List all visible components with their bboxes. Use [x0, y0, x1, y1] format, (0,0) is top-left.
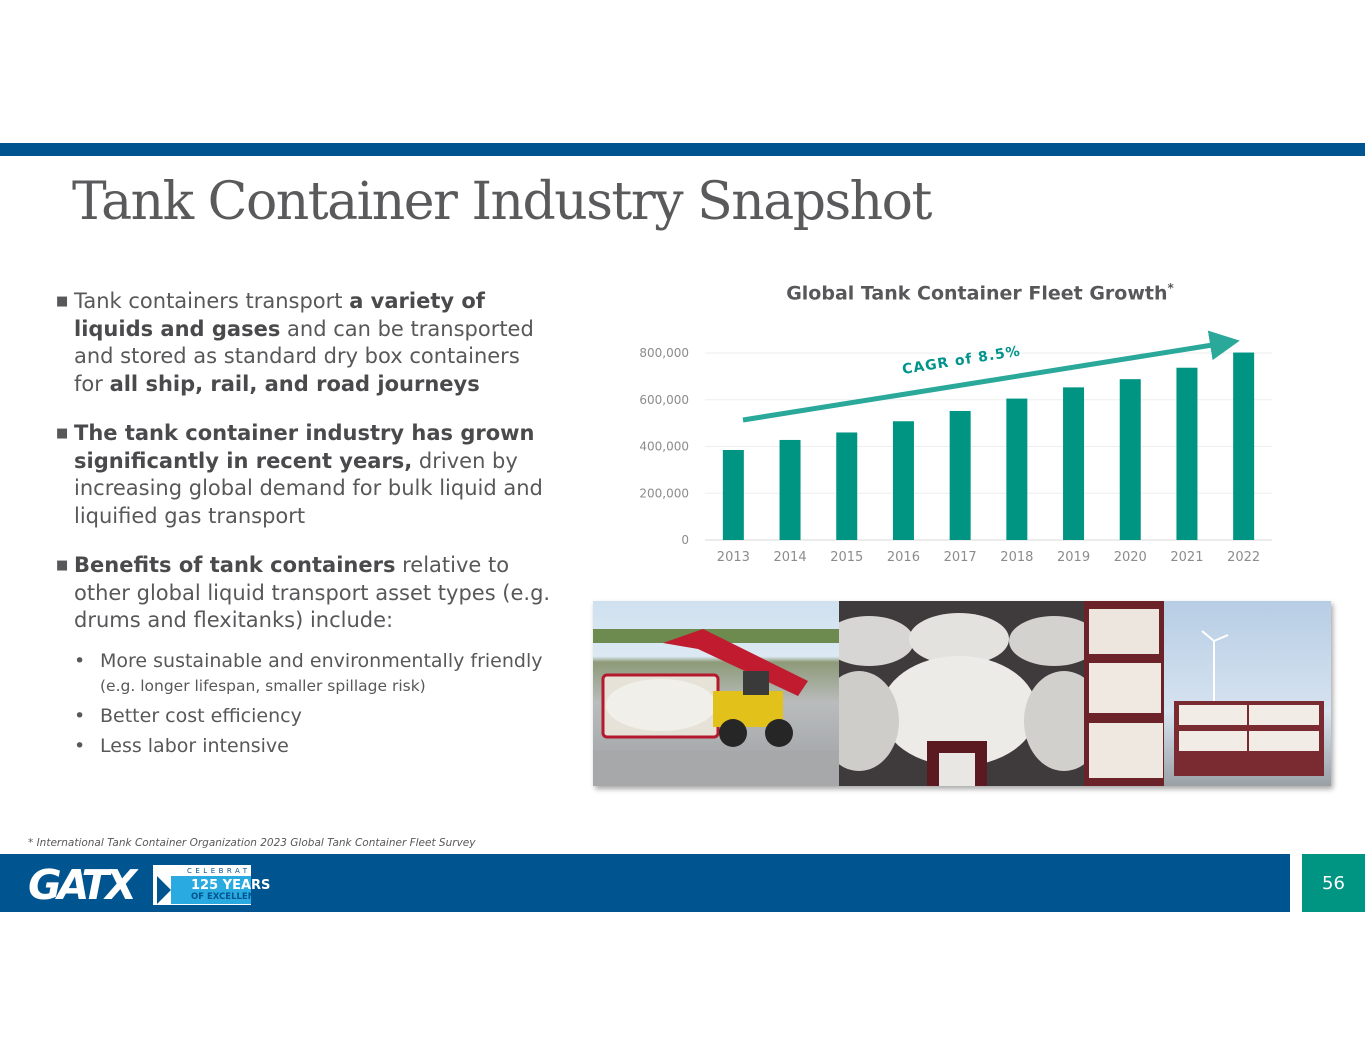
badge-years: 125 YEARS [191, 878, 271, 893]
y-tick-label: 200,000 [639, 486, 689, 501]
x-tick-label: 2017 [943, 550, 977, 565]
y-tick-label: 800,000 [639, 346, 689, 360]
bullet-text-2-b: driven by increasing global demand for bulk liquid and liquified gas transport [74, 448, 543, 528]
bullet-text-1-c: and can be transported and stored as standard dry box containers for [74, 316, 534, 396]
bullet-benefits [54, 552, 554, 635]
x-tick-label: 2022 [1227, 550, 1261, 565]
bar-2014 [780, 440, 801, 540]
sub-bullet-2-text: Better cost efficiency [100, 704, 302, 727]
bar-2015 [836, 432, 857, 540]
bar-2016 [893, 421, 914, 540]
y-tick-label: 0 [681, 533, 689, 547]
photo-tank-tops [839, 601, 1084, 786]
page-number: 56 [1302, 854, 1365, 912]
tank-tops-image-icon [839, 601, 1084, 786]
bullet-text-3-b: relative to other global liquid transport asset types (e.g. drums and flexitanks) include: [74, 553, 551, 632]
anniversary-badge [153, 865, 274, 905]
x-tick-label: 2021 [1170, 550, 1204, 565]
stacked-tanks-image-icon [1084, 601, 1331, 786]
round-bullet-icon: • [74, 649, 86, 672]
bar-2017 [950, 411, 971, 540]
bar-2022 [1233, 353, 1254, 540]
gatx-logo-text: GATX [28, 861, 134, 909]
x-tick-label: 2016 [886, 550, 920, 565]
cagr-trend-arrow [743, 343, 1225, 420]
square-bullet-icon: ■ [56, 558, 69, 573]
bar-2018 [1006, 399, 1027, 540]
x-tick-label: 2015 [830, 550, 864, 565]
photo-reach-stacker [593, 601, 839, 786]
chart-x-axis [717, 550, 1260, 565]
cagr-label: CAGR of 8.5% [901, 343, 1022, 378]
bullet-text-3-a: Benefits of tank containers [74, 553, 396, 577]
chart-title-marker: * [1167, 281, 1174, 295]
y-tick-label: 400,000 [639, 439, 689, 454]
bullet-variety [54, 288, 554, 398]
bar-2020 [1120, 379, 1141, 540]
badge-celebrating: CELEBRATING [187, 867, 274, 875]
y-tick-label: 600,000 [639, 392, 689, 407]
sub-bullet-1-text: More sustainable and environmentally friendly [100, 649, 543, 672]
bar-2021 [1176, 368, 1197, 540]
square-bullet-icon: ■ [56, 294, 69, 309]
bullet-text-1-d: all ship, rail, and road journeys [109, 371, 480, 396]
bullet-growth [54, 420, 554, 530]
x-tick-label: 2014 [773, 550, 807, 565]
bullet-text-1-b: a variety of liquids and gases [74, 289, 485, 341]
bullet-list [54, 288, 554, 772]
top-accent-bar [0, 143, 1365, 156]
tank-container-photos [593, 601, 1331, 786]
fleet-growth-chart [620, 330, 1280, 570]
chart-title [740, 281, 1220, 304]
sub-bullet-3-text: Less labor intensive [100, 734, 289, 757]
slide-title: Tank Container Industry Snapshot [72, 172, 931, 232]
x-tick-label: 2019 [1057, 550, 1091, 565]
x-tick-label: 2018 [1000, 550, 1034, 565]
sub-bullet-sustainable [54, 649, 554, 698]
bullet-text-2-a: The tank container industry has grown significantly in recent years, [74, 421, 535, 473]
sub-bullet-cost [54, 704, 554, 728]
chart-y-axis [639, 346, 689, 547]
bullet-text-1-a: Tank containers transport [74, 289, 350, 313]
badge-excellence: OF EXCELLENCE [191, 892, 267, 902]
photo-stacked-tanks [1084, 601, 1331, 786]
sub-bullet-labor [54, 734, 554, 758]
round-bullet-icon: • [74, 734, 86, 757]
chevron-right-icon [157, 876, 171, 904]
chart-title-text: Global Tank Container Fleet Growth [786, 282, 1168, 305]
reach-stacker-image-icon [593, 601, 839, 786]
x-tick-label: 2020 [1113, 550, 1147, 565]
square-bullet-icon: ■ [56, 426, 69, 441]
bar-2013 [723, 450, 744, 540]
x-tick-label: 2013 [716, 550, 750, 565]
sub-bullet-1-note: (e.g. longer lifespan, smaller spillage risk) [100, 676, 426, 695]
round-bullet-icon: • [74, 704, 86, 727]
footnote: * International Tank Container Organization 2023 Global Tank Container Fleet Survey [28, 837, 476, 849]
bar-2019 [1063, 387, 1084, 540]
